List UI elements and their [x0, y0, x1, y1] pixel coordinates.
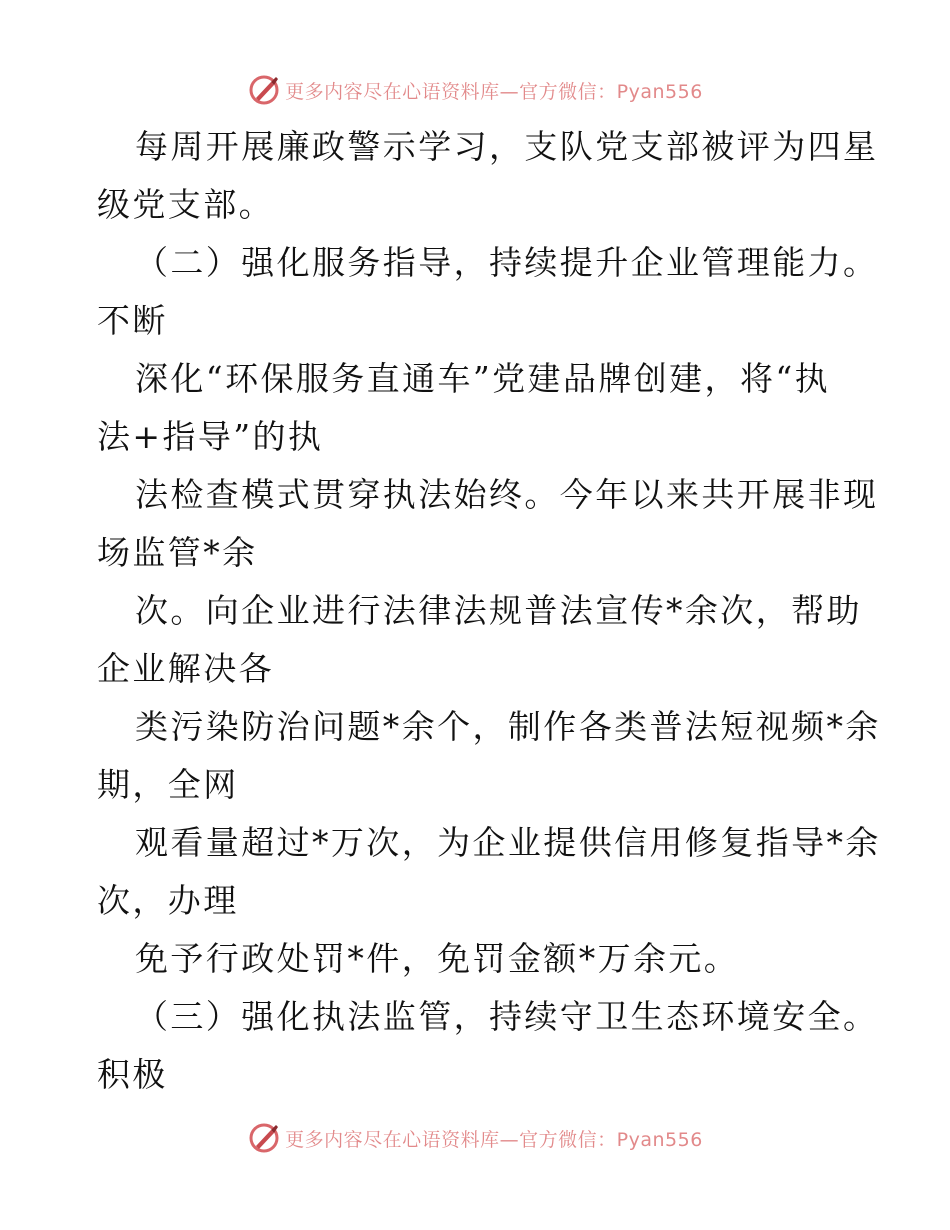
- watermark-text: 更多内容尽在心语资料库—官方微信：Pyan556: [285, 80, 703, 103]
- header-watermark: [0, 70, 950, 110]
- pen-logo-icon: [247, 1121, 281, 1155]
- paragraph: 类污染防治问题*余个，制作各类普法短视频*余 期，全网: [97, 707, 881, 804]
- paragraph: 法检查模式贯穿执法始终。今年以来共开展非现 场监管*余: [97, 475, 879, 572]
- paragraph: 深化“环保服务直通车”党建品牌创建，将“执 法+指导”的执: [97, 359, 831, 456]
- pen-logo-icon: [247, 73, 281, 107]
- paragraph: 免予行政处罚*件，免罚金额*万余元。: [135, 939, 740, 978]
- paragraph: 次。向企业进行法律法规普法宣传*余次，帮助 企业解决各: [97, 591, 862, 688]
- watermark-text: 更多内容尽在心语资料库—官方微信：Pyan556: [285, 1128, 703, 1151]
- document-body: [97, 118, 881, 1104]
- paragraph: 每周开展廉政警示学习，支队党支部被评为四星 级党支部。: [97, 127, 879, 224]
- paragraph: 观看量超过*万次，为企业提供信用修复指导*余 次，办理: [97, 823, 881, 920]
- paragraph: （三）强化执法监管，持续守卫生态环境安全。 积极: [97, 997, 879, 1094]
- footer-watermark: [0, 1118, 950, 1158]
- paragraph: （二）强化服务指导，持续提升企业管理能力。 不断: [97, 243, 879, 340]
